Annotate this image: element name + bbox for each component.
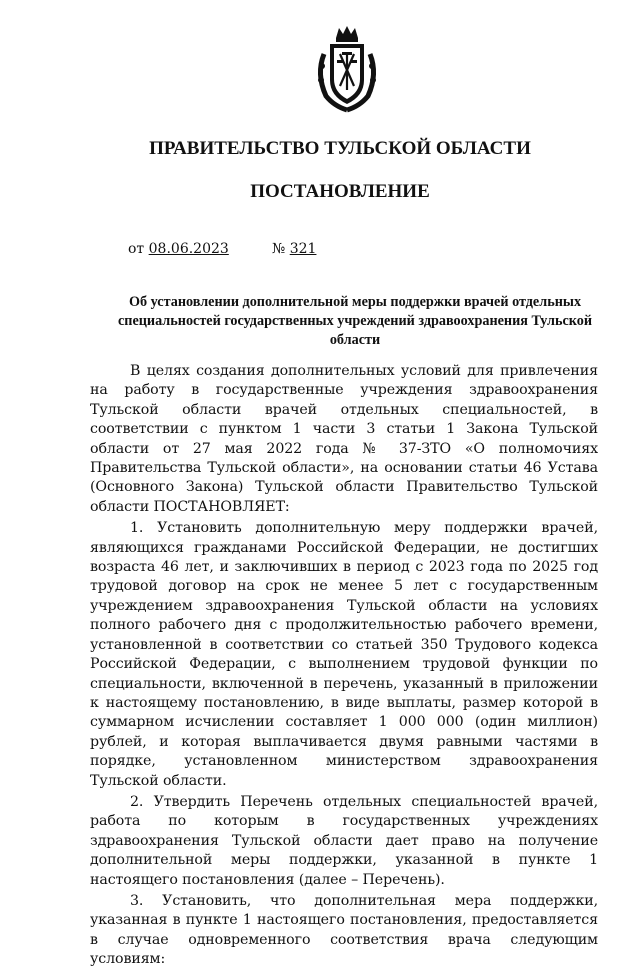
- document-subject: Об установлении дополнительной меры поддержки врачей отдельных специальностей государственных учреждений здравоохранения Тульской области: [117, 294, 593, 348]
- document-date: [128, 241, 229, 257]
- document-number: [272, 241, 316, 257]
- number-prefix: №: [272, 241, 286, 257]
- document-body: [90, 362, 598, 970]
- paragraph-item-3: 3. Установить, что дополнительная мера поддержки, указанная в пункте 1 настоящего постановления, предоставляется в случае одновременного соответствия врача следующим условиям:: [90, 892, 598, 968]
- date-value: 08.06.2023: [148, 241, 229, 257]
- paragraph-item-1: 1. Установить дополнительную меру поддержки врачей, являющихся гражданами Российской Федерации, не достигших возраста 46 лет, и заключивших в период с 2023 года по 2025 год трудовой договор на срок не менее 5 лет с государственным учреждением здравоохранения Тульской области на условиях полного рабочего дня с продолжительностью рабочего времени, установленной в соответствии со статьей 350 Трудового кодекса Российской Федерации, с выполнением трудовой функции по специальности, включенной в перечень, указанный в приложении к настоящему постановлению, в виде выплаты, размер которой в суммарном исчислении составляет 1 000 000 (один миллион) рублей, и которая выплачивается двумя равными частями в порядке, установленном министерством здравоохранения Тульской области.: [90, 520, 598, 789]
- document-type: ПОСТАНОВЛЕНИЕ: [250, 181, 430, 202]
- paragraph-item-2: 2. Утвердить Перечень отдельных специальностей врачей, работа по которым в государственных учреждениях здравоохранения Тульской области дает право на получение дополнительной меры поддержки, указанной в пункте 1 настоящего постановления (далее – Перечень).: [90, 793, 598, 888]
- org-title: ПРАВИТЕЛЬСТВО ТУЛЬСКОЙ ОБЛАСТИ: [149, 138, 531, 159]
- date-prefix: от: [128, 241, 145, 257]
- number-value: 321: [289, 241, 317, 257]
- coat-of-arms-emblem: [312, 24, 382, 114]
- paragraph-preamble: В целях создания дополнительных условий для привлечения на работу в государственные учреждения здравоохранения Тульской области врачей отдельных специальностей, в соответствии с пунктом 1 части 3 статьи 1 Закона Тульской области от 27 мая 2022 года № 37-ЗТО «О полномочиях Правительства Тульской области», на основании статьи 46 Устава (Основного Закона) Тульской области Правительство Тульской области ПОСТАНОВЛЯЕТ:: [90, 363, 598, 515]
